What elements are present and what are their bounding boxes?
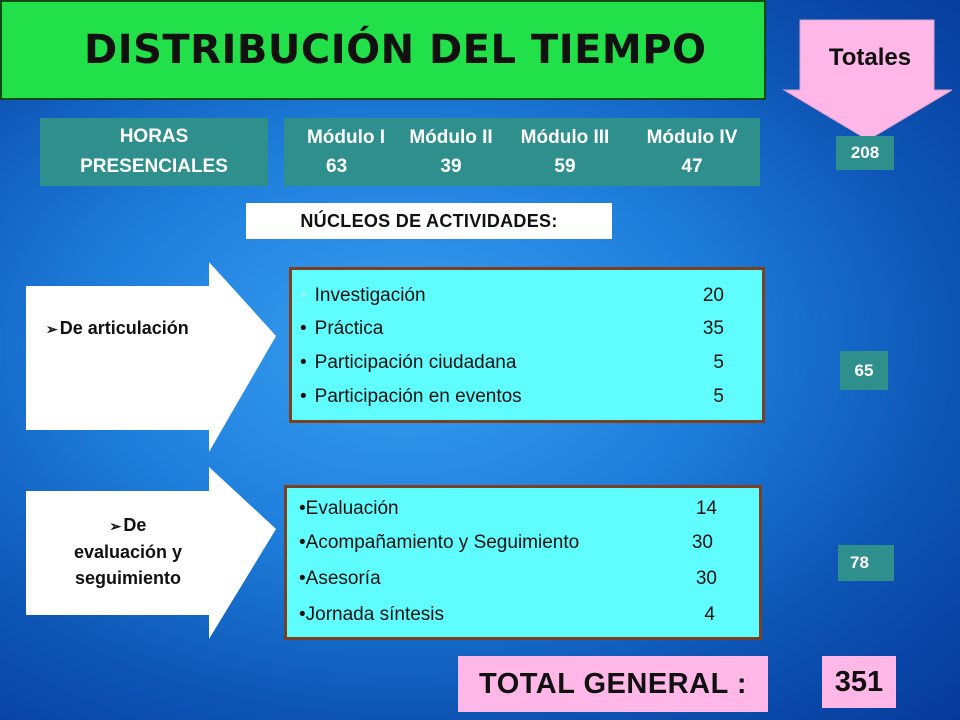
modulo-hours: 63 — [326, 156, 348, 177]
evaluacion-label-line2: evaluación y — [73, 542, 183, 562]
horas-label-line2: PRESENCIALES — [80, 156, 228, 177]
list-item — [292, 281, 762, 311]
modulo-1 — [292, 123, 400, 181]
activity-name: •Evaluación — [299, 498, 399, 519]
activity-name: Investigación — [314, 285, 426, 306]
evaluacion-label-line3: seguimiento — [74, 568, 181, 588]
horas-label-line1: HORAS — [119, 126, 189, 147]
list-item — [292, 314, 762, 344]
modulo-name: Módulo II — [409, 127, 493, 148]
total-evaluacion-box: 78 — [838, 545, 894, 581]
modulos-box — [284, 118, 760, 186]
modulo-3 — [506, 123, 624, 181]
bullet-icon: • — [300, 285, 307, 306]
activity-value: 30 — [691, 532, 713, 553]
activity-value: 30 — [695, 568, 717, 589]
arrow-bullet-icon: ➢ — [109, 518, 122, 534]
total-general-label: TOTAL GENERAL : — [458, 656, 768, 712]
modulo-hours: 47 — [681, 156, 703, 177]
list-item — [287, 494, 759, 524]
arrow-bullet-icon: ➢ — [46, 321, 58, 337]
horas-presenciales-box — [40, 118, 268, 186]
activity-value: 35 — [702, 318, 724, 339]
bullet-icon: • — [300, 386, 307, 407]
modulo-name: Módulo IV — [646, 127, 738, 148]
total-general-value: 351 — [822, 656, 896, 708]
activity-value: 4 — [704, 604, 715, 625]
total-horas-box: 208 — [836, 136, 894, 170]
totales-arrow-shape — [782, 18, 952, 140]
list-item — [287, 600, 759, 630]
bullet-icon: • — [300, 352, 307, 373]
modulo-name: Módulo I — [306, 127, 386, 148]
list-item — [292, 382, 762, 412]
activity-name: Práctica — [314, 318, 384, 339]
nucleos-heading: NÚCLEOS DE ACTIVIDADES: — [246, 203, 612, 239]
total-articulacion-box: 65 — [840, 351, 888, 390]
articulacion-label-text: De articulación — [59, 318, 189, 338]
activity-value: 5 — [713, 352, 724, 373]
modulo-name: Módulo III — [520, 127, 610, 148]
evaluacion-label — [38, 512, 218, 591]
activity-name: •Jornada síntesis — [299, 604, 445, 625]
modulo-2 — [396, 123, 506, 181]
modulo-hours: 59 — [554, 156, 576, 177]
articulacion-label — [46, 318, 246, 339]
title-banner — [0, 0, 766, 100]
activity-value: 14 — [695, 498, 717, 519]
activity-name: •Acompañamiento y Seguimiento — [299, 532, 580, 553]
evaluacion-label-line1: De — [123, 515, 147, 535]
activity-name: Participación en eventos — [314, 386, 522, 407]
activity-name: •Asesoría — [299, 568, 381, 589]
list-item — [287, 528, 759, 558]
page-title: DISTRIBUCIÓN DEL TIEMPO — [84, 27, 707, 73]
activity-value: 20 — [702, 285, 724, 306]
activity-name: Participación ciudadana — [314, 352, 517, 373]
modulo-4 — [630, 123, 754, 181]
evaluacion-activities-box — [284, 485, 762, 640]
activity-value: 5 — [713, 386, 724, 407]
list-item — [287, 564, 759, 594]
articulacion-arrow-shape — [26, 262, 276, 452]
modulo-hours: 39 — [440, 156, 462, 177]
articulacion-activities-box — [289, 267, 765, 423]
bullet-icon: • — [300, 318, 307, 339]
totales-label: Totales — [828, 44, 912, 71]
list-item — [292, 348, 762, 378]
